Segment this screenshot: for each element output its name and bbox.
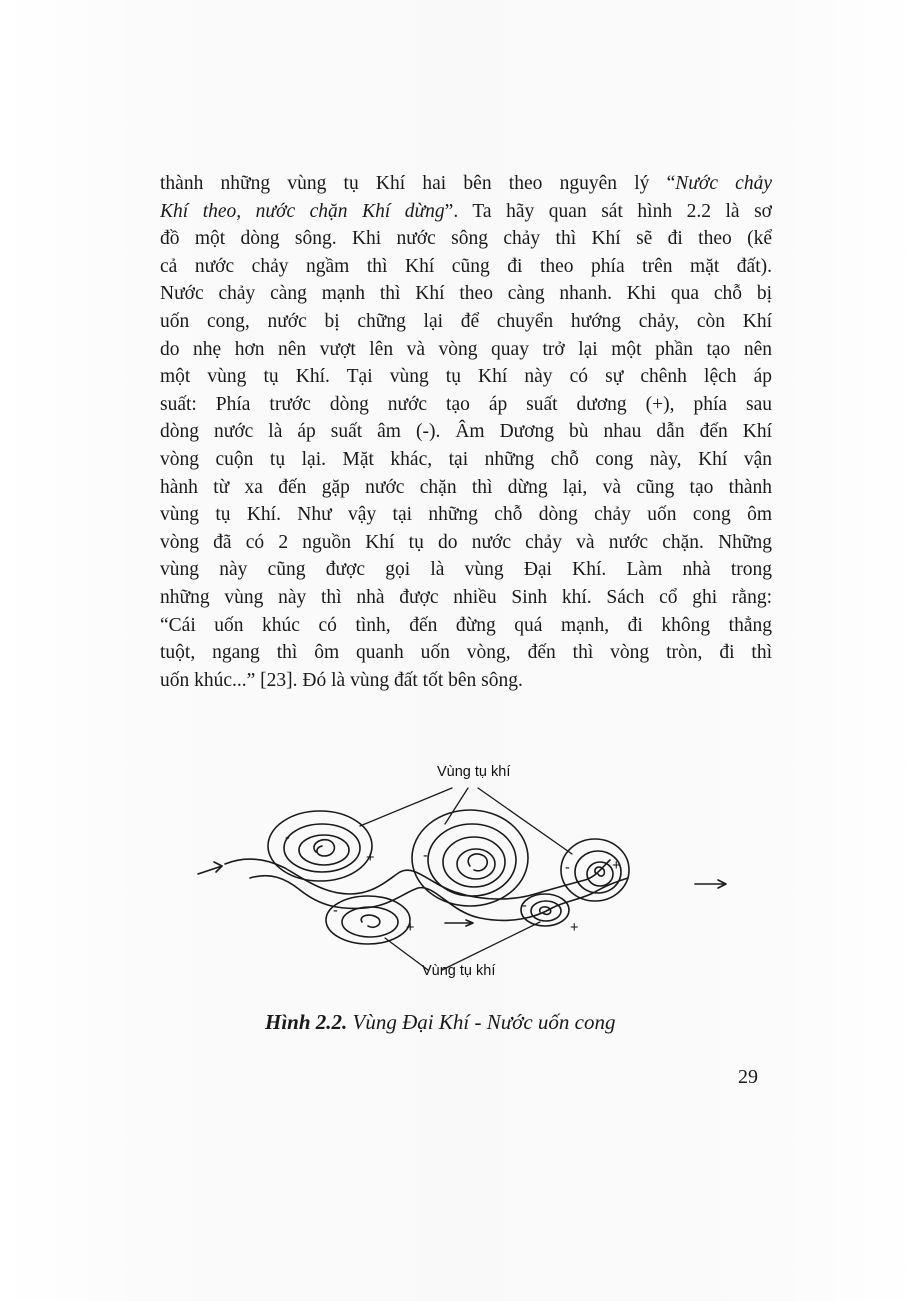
- text-run-italic: Khí theo, nước chặn Khí dừng: [160, 200, 445, 222]
- text-line-content: [160, 559, 772, 580]
- river-qi-diagram: [190, 760, 750, 990]
- text-line-content: [160, 256, 772, 277]
- sign-minus: -: [423, 848, 428, 864]
- text-run-italic: Nước chảy: [675, 173, 772, 194]
- text-line: [160, 418, 772, 446]
- text-line-content: [160, 642, 772, 663]
- sign-minus: -: [565, 860, 570, 876]
- text-line-content: [160, 615, 772, 636]
- label-qi-zone-bottom: Vùng tụ khí: [422, 963, 496, 979]
- sign-plus: +: [406, 920, 415, 936]
- qi-spiral-5: [521, 894, 569, 926]
- text-run: thành những vùng tụ Khí hai bên theo nguyên lý “: [160, 173, 676, 194]
- text-line: [160, 474, 772, 502]
- text-line-content: [160, 421, 772, 442]
- text-line-content: [160, 228, 772, 249]
- text-line: [160, 501, 772, 529]
- sign-plus: +: [570, 920, 579, 936]
- text-line: [160, 253, 772, 281]
- text-line: [160, 667, 772, 695]
- text-line: [160, 336, 772, 364]
- caption-number: Hình 2.2.: [265, 1010, 348, 1034]
- sign-minus: -: [333, 903, 338, 919]
- text-line-content: [160, 283, 772, 304]
- qi-spiral-2: [412, 810, 528, 906]
- text-line-content: [160, 477, 772, 498]
- text-line: [160, 529, 772, 557]
- text-line-content: [160, 449, 772, 470]
- text-line-content: [160, 532, 772, 553]
- text-run: uốn khúc...” [23]. Đó là vùng đất tốt bên sông.: [160, 669, 523, 691]
- leader-lines: [360, 788, 572, 970]
- text-line-content: [160, 504, 772, 525]
- page-number: 29: [738, 1066, 758, 1088]
- text-run: hành từ xa đến gặp nước chặn thì dừng lại, và cũng tạo thành: [160, 476, 772, 498]
- text-run: vòng cuộn tụ lại. Mặt khác, tại những chỗ cong này, Khí vận: [160, 448, 772, 470]
- text-run: vòng đã có 2 nguồn Khí tụ do nước chảy và nước chặn. Những: [160, 531, 772, 553]
- text-run: tuột, ngang thì ôm quanh uốn vòng, đến thì vòng tròn, đi thì: [160, 642, 772, 664]
- text-run: “Cái uốn khúc có tình, đến đừng quá mạnh, đi không thẳng: [160, 614, 772, 636]
- text-run: vùng này cũng được gọi là vùng Đại Khí. Làm nhà trong: [160, 559, 772, 581]
- text-run: đồ một dòng sông. Khi nước sông chảy thì Khí sẽ đi theo (kể: [160, 228, 772, 250]
- text-run: vùng tụ Khí. Như vậy tại những chỗ dòng chảy uốn cong ôm: [160, 504, 772, 526]
- text-line: [160, 280, 772, 308]
- text-line: [160, 612, 772, 640]
- text-run: một vùng tụ Khí. Tại vùng tụ Khí này có sự chênh lệch áp: [160, 366, 772, 388]
- qi-spiral-4: [326, 896, 410, 944]
- text-line: [160, 363, 772, 391]
- figure-diagram: [190, 760, 750, 990]
- sign-minus: -: [285, 830, 290, 846]
- sign-minus: -: [522, 898, 527, 914]
- text-run: suất: Phía trước dòng nước tạo áp suất dương (+), phía sau: [160, 393, 772, 415]
- text-line: [160, 556, 772, 584]
- text-run: uốn cong, nước bị chững lại để chuyển hướng chảy, còn Khí: [160, 310, 772, 332]
- text-run: do nhẹ hơn nên vượt lên và vòng quay trở lại một phần tạo nên: [160, 338, 772, 360]
- text-line: [160, 446, 772, 474]
- body-paragraph: [160, 170, 772, 694]
- text-line: [160, 584, 772, 612]
- text-line-content: [160, 587, 772, 608]
- label-qi-zone-top: Vùng tụ khí: [437, 764, 511, 780]
- caption-title: Vùng Đại Khí - Nước uốn cong: [347, 1010, 616, 1034]
- text-line: [160, 170, 772, 198]
- text-line: [160, 391, 772, 419]
- figure-caption: [265, 1010, 685, 1035]
- text-run: Nước chảy càng mạnh thì Khí theo càng nhanh. Khi qua chỗ bị: [160, 283, 772, 305]
- qi-spiral-1: [268, 811, 375, 881]
- text-line-content: [160, 670, 523, 691]
- text-line-content: [160, 311, 772, 332]
- text-line: [160, 225, 772, 253]
- text-run: những vùng này thì nhà được nhiều Sinh khí. Sách cổ ghi rằng:: [160, 586, 772, 608]
- text-line: [160, 308, 772, 336]
- text-run: dòng nước là áp suất âm (-). Âm Dương bù nhau dẫn đến Khí: [160, 421, 772, 443]
- sign-plus: +: [366, 850, 375, 866]
- text-line-content: [160, 366, 772, 387]
- text-run: cả nước chảy ngầm thì Khí cũng đi theo phía trên mặt đất).: [160, 255, 772, 277]
- text-line-content: [160, 201, 772, 222]
- sign-plus: +: [612, 858, 621, 874]
- text-line: [160, 639, 772, 667]
- text-run: ”. Ta hãy quan sát hình 2.2 là sơ: [444, 200, 772, 222]
- text-line-content: [160, 339, 772, 360]
- text-line-content: [160, 394, 772, 415]
- text-line: [160, 198, 772, 226]
- text-line-content: [160, 173, 772, 194]
